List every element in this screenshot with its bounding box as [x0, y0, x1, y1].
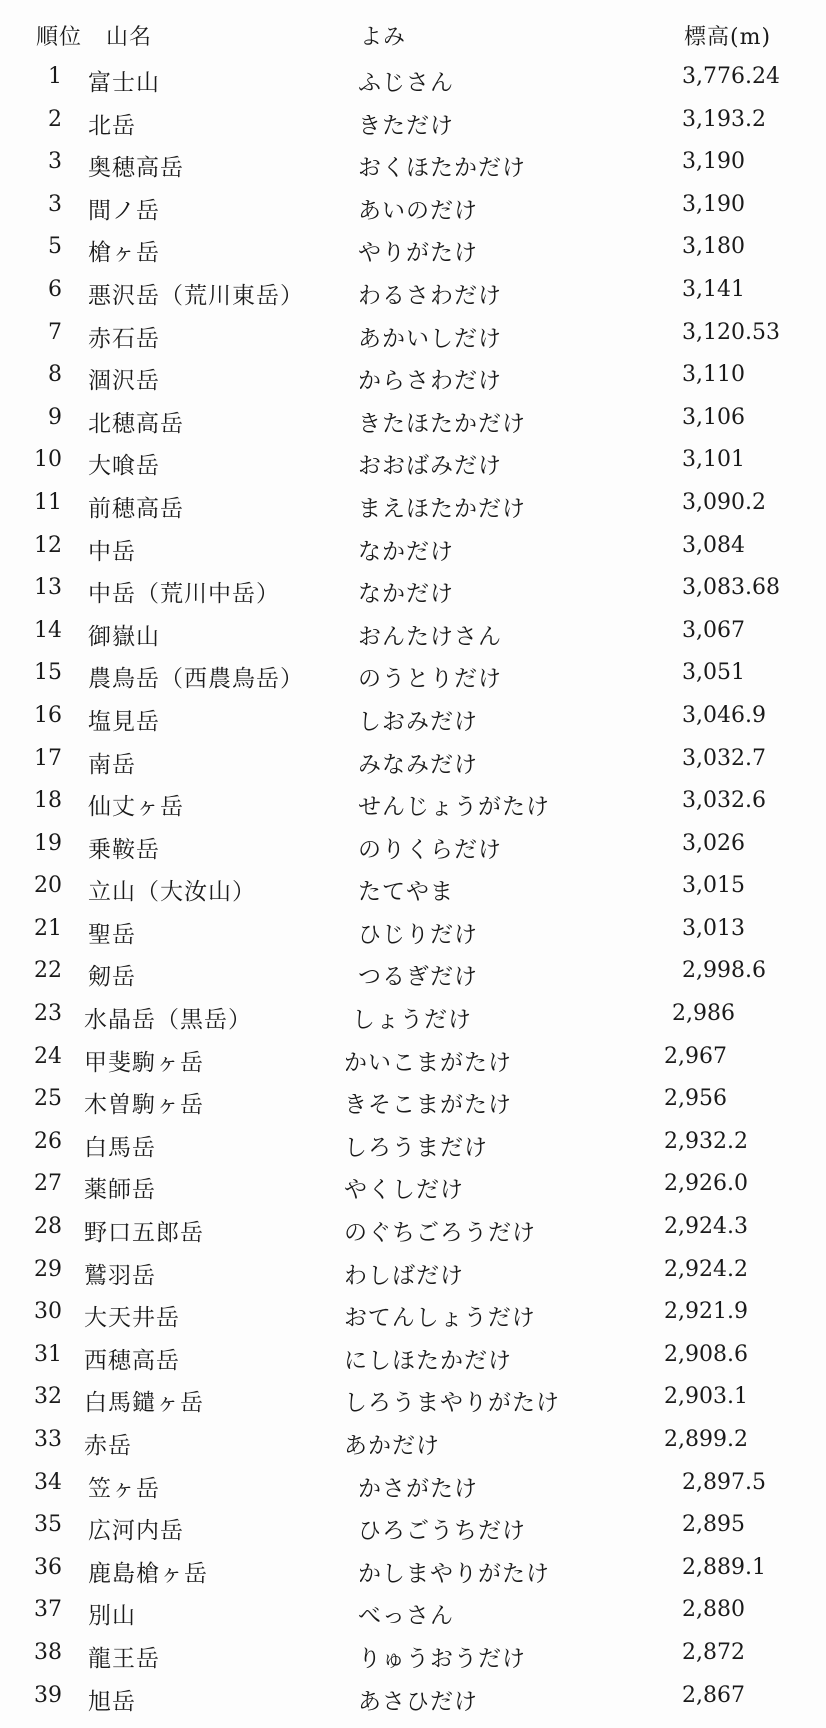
mountain-name-cell: 野口五郎岳	[84, 1220, 204, 1247]
reading-cell: やりがたけ	[358, 240, 478, 267]
rank-cell: 8	[48, 362, 62, 388]
header-reading: よみ	[360, 25, 407, 50]
reading-cell: ひじりだけ	[358, 921, 478, 948]
table-row	[0, 57, 826, 100]
reading-cell: のうとりだけ	[358, 666, 502, 693]
rank-cell: 28	[34, 1214, 62, 1240]
mountain-name-cell: 大喰岳	[88, 453, 160, 480]
rank-cell: 18	[34, 788, 62, 814]
elevation-cell: 3,120.53	[682, 319, 780, 345]
elevation-cell: 3,015	[682, 873, 745, 899]
mountain-name-cell: 木曽駒ヶ岳	[84, 1092, 204, 1119]
table-row	[0, 227, 826, 270]
reading-cell: まえほたかだけ	[358, 495, 526, 522]
rank-cell: 13	[34, 575, 62, 601]
table-row	[0, 1377, 826, 1420]
elevation-cell: 3,051	[682, 660, 745, 686]
table-row	[0, 696, 826, 739]
rank-cell: 32	[34, 1384, 62, 1410]
table-row	[0, 781, 826, 824]
rank-cell: 11	[34, 489, 62, 515]
reading-cell: おおばみだけ	[358, 453, 502, 480]
reading-cell: りゅうおうだけ	[358, 1645, 526, 1672]
reading-cell: きただけ	[358, 112, 454, 139]
elevation-cell: 3,190	[682, 149, 745, 175]
table-row	[0, 1122, 826, 1165]
mountain-name-cell: 龍王岳	[88, 1645, 160, 1672]
elevation-cell: 3,084	[682, 532, 745, 558]
table-row	[0, 100, 826, 143]
table-row	[0, 1633, 826, 1676]
rank-cell: 26	[34, 1128, 62, 1154]
elevation-cell: 2,932.2	[664, 1128, 748, 1154]
reading-cell: おんたけさん	[358, 623, 502, 650]
reading-cell: なかだけ	[358, 538, 454, 565]
reading-cell: みなみだけ	[358, 751, 478, 778]
elevation-cell: 3,190	[682, 191, 745, 217]
rank-cell: 39	[34, 1682, 62, 1708]
mountain-name-cell: 富士山	[88, 70, 160, 96]
rank-cell: 10	[34, 447, 62, 473]
table-row	[0, 398, 826, 441]
reading-cell: おくほたかだけ	[358, 155, 526, 182]
table-row	[0, 994, 826, 1037]
rank-cell: 1	[48, 64, 62, 89]
table-row	[0, 1335, 826, 1378]
reading-cell: きそこまがたけ	[344, 1092, 512, 1119]
reading-cell: あさひだけ	[358, 1688, 478, 1715]
elevation-cell: 2,908.6	[664, 1341, 748, 1367]
reading-cell: しろうまやりがたけ	[344, 1390, 560, 1417]
rank-cell: 16	[34, 702, 62, 728]
table-row	[0, 1420, 826, 1463]
table-row	[0, 483, 826, 526]
table-row	[0, 1676, 826, 1719]
rank-cell: 3	[48, 149, 62, 175]
mountain-name-cell: 鷲羽岳	[84, 1262, 156, 1289]
elevation-cell: 2,899.2	[664, 1427, 748, 1452]
mountain-name-cell: 悪沢岳（荒川東岳）	[88, 282, 304, 309]
mountain-name-cell: 旭岳	[88, 1688, 136, 1715]
mountain-name-cell: 奥穂高岳	[88, 155, 184, 182]
elevation-cell: 2,986	[672, 1001, 735, 1027]
reading-cell: のぐちごろうだけ	[344, 1220, 536, 1247]
table-row	[0, 355, 826, 398]
table-row	[0, 526, 826, 569]
table-row	[0, 611, 826, 654]
elevation-cell: 3,110	[682, 362, 745, 388]
mountain-name-cell: 南岳	[88, 751, 136, 778]
elevation-cell: 2,880	[682, 1597, 745, 1623]
elevation-cell: 3,046.9	[682, 702, 766, 728]
elevation-cell: 2,924.2	[664, 1256, 748, 1282]
rank-cell: 15	[34, 660, 62, 686]
reading-cell: おてんしょうだけ	[344, 1305, 536, 1332]
table-row	[0, 142, 826, 185]
mountain-name-cell: 北穂高岳	[88, 410, 184, 437]
elevation-cell: 2,895	[682, 1512, 745, 1538]
mountain-name-cell: 立山（大汝山）	[88, 879, 256, 906]
rank-cell: 2	[48, 106, 62, 132]
mountain-name-cell: 別山	[88, 1603, 136, 1630]
rank-cell: 24	[34, 1043, 62, 1069]
table-row	[0, 909, 826, 952]
elevation-cell: 3,193.2	[682, 106, 766, 132]
table-row	[0, 313, 826, 356]
reading-cell: あかだけ	[344, 1433, 440, 1459]
mountain-name-cell: 広河内岳	[88, 1518, 184, 1545]
mountain-name-cell: 剱岳	[88, 964, 136, 991]
reading-cell: あいのだけ	[358, 197, 478, 224]
elevation-cell: 2,926.0	[664, 1171, 748, 1197]
rank-cell: 37	[34, 1597, 62, 1623]
rank-cell: 34	[34, 1469, 62, 1495]
table-row	[0, 1164, 826, 1207]
table-row	[0, 1548, 826, 1591]
elevation-cell: 3,141	[682, 276, 745, 302]
elevation-cell: 3,013	[682, 915, 745, 941]
reading-cell: しおみだけ	[358, 708, 478, 735]
table-row	[0, 185, 826, 228]
header-elevation: 標高(m)	[684, 25, 772, 50]
reading-cell: かさがたけ	[358, 1475, 478, 1502]
reading-cell: しょうだけ	[352, 1007, 472, 1034]
reading-cell: きたほたかだけ	[358, 410, 526, 437]
elevation-cell: 2,903.1	[664, 1384, 748, 1410]
mountain-name-cell: 前穂高岳	[88, 495, 184, 522]
elevation-cell: 2,998.6	[682, 958, 766, 984]
rank-cell: 22	[34, 958, 62, 984]
mountain-name-cell: 乗鞍岳	[88, 836, 160, 863]
elevation-cell: 2,924.3	[664, 1214, 748, 1240]
header-rank: 順位	[36, 25, 83, 50]
mountain-name-cell: 赤石岳	[88, 325, 160, 352]
reading-cell: ひろごうちだけ	[358, 1518, 526, 1545]
elevation-cell: 3,776.24	[682, 64, 780, 89]
rank-cell: 17	[34, 745, 62, 771]
rank-cell: 14	[34, 617, 62, 643]
rank-cell: 20	[34, 873, 62, 899]
mountain-name-cell: 水晶岳（黒岳）	[84, 1007, 252, 1034]
reading-cell: にしほたかだけ	[344, 1347, 512, 1374]
reading-cell: しろうまだけ	[344, 1134, 488, 1161]
table-row	[0, 568, 826, 611]
elevation-cell: 2,867	[682, 1682, 745, 1708]
mountain-name-cell: 間ノ岳	[88, 197, 160, 224]
reading-cell: べっさん	[358, 1603, 454, 1630]
mountain-name-cell: 槍ヶ岳	[88, 240, 160, 267]
reading-cell: せんじょうがたけ	[358, 794, 550, 821]
table-row	[0, 1037, 826, 1080]
table-row	[0, 1463, 826, 1506]
table-row	[0, 1079, 826, 1122]
rank-cell: 3	[48, 191, 62, 217]
table-row	[0, 440, 826, 483]
reading-cell: かしまやりがたけ	[358, 1560, 550, 1587]
mountain-name-cell: 仙丈ヶ岳	[88, 794, 184, 821]
mountain-name-cell: 北岳	[88, 112, 136, 139]
table-row	[0, 739, 826, 782]
table-row	[0, 1505, 826, 1548]
rank-cell: 23	[34, 1001, 62, 1027]
mountain-name-cell: 聖岳	[88, 921, 136, 948]
mountain-table-body	[0, 57, 826, 1718]
mountain-name-cell: 白馬鑓ヶ岳	[84, 1390, 204, 1417]
table-row	[0, 1207, 826, 1250]
elevation-cell: 2,921.9	[664, 1299, 748, 1325]
elevation-cell: 3,106	[682, 404, 745, 430]
reading-cell: あかいしだけ	[358, 325, 502, 352]
mountain-name-cell: 中岳（荒川中岳）	[88, 581, 280, 608]
table-row	[0, 1250, 826, 1293]
mountain-name-cell: 塩見岳	[88, 708, 160, 735]
mountain-name-cell: 西穂高岳	[84, 1347, 180, 1374]
elevation-cell: 3,032.7	[682, 745, 766, 771]
mountain-name-cell: 中岳	[88, 538, 136, 565]
header-mountain-name: 山名	[106, 25, 153, 50]
reading-cell: かいこまがたけ	[344, 1049, 512, 1076]
mountain-name-cell: 白馬岳	[84, 1134, 156, 1161]
rank-cell: 21	[34, 915, 62, 941]
table-row	[0, 824, 826, 867]
table-row	[0, 653, 826, 696]
rank-cell: 5	[48, 234, 62, 260]
elevation-cell: 3,090.2	[682, 489, 766, 515]
elevation-cell: 3,101	[682, 447, 745, 473]
mountain-name-cell: 笠ヶ岳	[88, 1475, 160, 1502]
reading-cell: やくしだけ	[344, 1177, 464, 1204]
mountain-name-cell: 鹿島槍ヶ岳	[88, 1560, 208, 1587]
mountain-name-cell: 赤岳	[84, 1433, 132, 1459]
table-row	[0, 270, 826, 313]
rank-cell: 9	[48, 404, 62, 430]
elevation-cell: 2,956	[664, 1086, 727, 1112]
reading-cell: ふじさん	[358, 70, 454, 96]
elevation-cell: 2,967	[664, 1043, 727, 1069]
reading-cell: たてやま	[358, 879, 454, 906]
mountain-name-cell: 農鳥岳（西農鳥岳）	[88, 666, 304, 693]
rank-cell: 35	[34, 1512, 62, 1538]
rank-cell: 36	[34, 1554, 62, 1580]
elevation-cell: 3,032.6	[682, 788, 766, 814]
rank-cell: 6	[48, 276, 62, 302]
rank-cell: 12	[34, 532, 62, 558]
rank-cell: 33	[34, 1427, 62, 1452]
elevation-cell: 2,872	[682, 1639, 745, 1665]
rank-cell: 38	[34, 1639, 62, 1665]
mountain-name-cell: 甲斐駒ヶ岳	[84, 1049, 204, 1076]
rank-cell: 25	[34, 1086, 62, 1112]
rank-cell: 27	[34, 1171, 62, 1197]
table-header	[0, 14, 826, 56]
rank-cell: 7	[48, 319, 62, 345]
elevation-cell: 3,026	[682, 830, 745, 856]
reading-cell: つるぎだけ	[358, 964, 478, 991]
mountain-name-cell: 大天井岳	[84, 1305, 180, 1332]
elevation-cell: 3,083.68	[682, 575, 780, 601]
rank-cell: 19	[34, 830, 62, 856]
elevation-cell: 2,897.5	[682, 1469, 766, 1495]
mountain-name-cell: 涸沢岳	[88, 368, 160, 395]
reading-cell: なかだけ	[358, 581, 454, 608]
rank-cell: 30	[34, 1299, 62, 1325]
reading-cell: わしばだけ	[344, 1262, 464, 1289]
elevation-cell: 3,067	[682, 617, 745, 643]
table-row	[0, 866, 826, 909]
mountain-name-cell: 御嶽山	[88, 623, 160, 650]
reading-cell: わるさわだけ	[358, 282, 502, 309]
table-row	[0, 951, 826, 994]
mountain-name-cell: 薬師岳	[84, 1177, 156, 1204]
elevation-cell: 2,889.1	[682, 1554, 766, 1580]
rank-cell: 29	[34, 1256, 62, 1282]
elevation-cell: 3,180	[682, 234, 745, 260]
reading-cell: からさわだけ	[358, 368, 502, 395]
reading-cell: のりくらだけ	[358, 836, 502, 863]
table-row	[0, 1590, 826, 1633]
table-row	[0, 1292, 826, 1335]
rank-cell: 31	[34, 1341, 62, 1367]
